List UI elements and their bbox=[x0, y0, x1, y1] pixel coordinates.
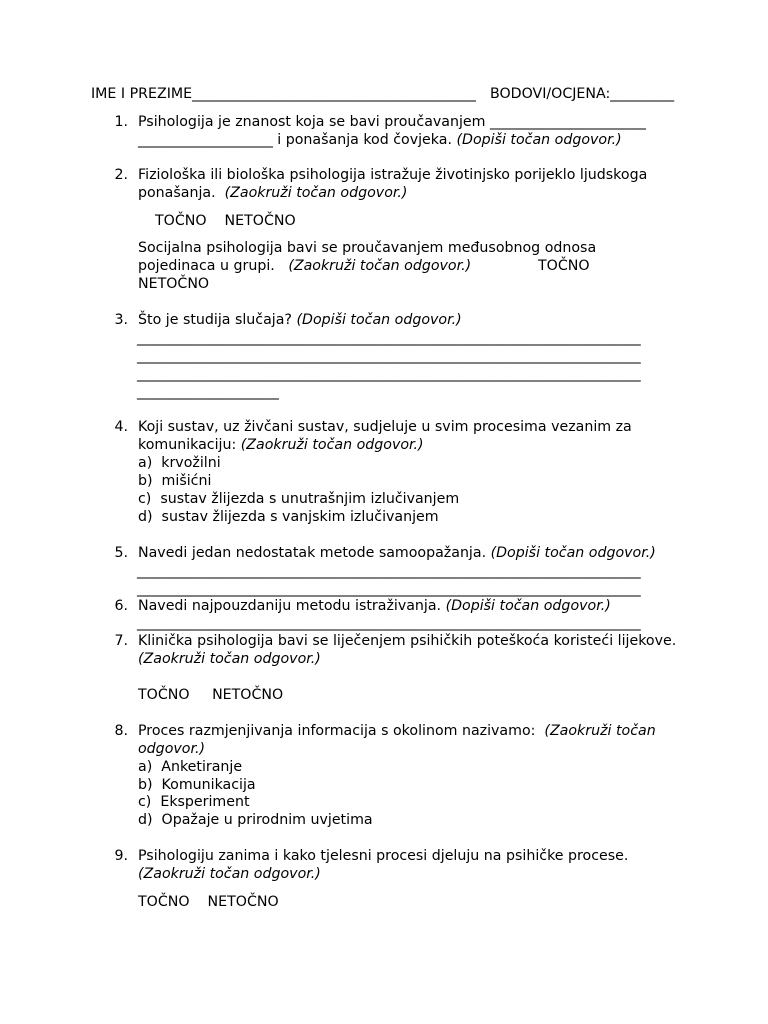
question-number: 3. bbox=[114, 312, 128, 328]
true-false-options: TOČNO NETOČNO bbox=[138, 687, 284, 703]
answer-option-d: d) sustav žlijezda s vanjskim izlučivanjem bbox=[138, 509, 439, 525]
answer-hint: (Dopiši točan odgovor.) bbox=[456, 132, 622, 148]
question-2-line1: Fiziološka ili biološka psihologija istražuje životinjsko porijeklo ljudskoga bbox=[138, 167, 648, 183]
answer-hint-continued: odgovor.) bbox=[138, 741, 206, 757]
question-number: 2. bbox=[114, 167, 128, 183]
question-number: 8. bbox=[114, 723, 128, 739]
question-5-text: Navedi jedan nedostatak metode samoopažanja. (Dopiši točan odgovor.) bbox=[138, 545, 656, 561]
answer-hint: (Zaokruži točan odgovor.) bbox=[138, 866, 321, 882]
answer-option-c: c) sustav žlijezda s unutrašnjim izlučivanjem bbox=[138, 491, 460, 507]
answer-line: _______________________________________________________________________ bbox=[137, 348, 641, 364]
question-number: 5. bbox=[114, 545, 128, 561]
question-4-line2: komunikaciju: (Zaokruži točan odgovor.) bbox=[138, 437, 424, 453]
answer-line: _______________________________________________________________________ bbox=[137, 581, 641, 597]
answer-hint: (Dopiši točan odgovor.) bbox=[296, 312, 462, 328]
answer-hint: (Zaokruži točan odgovor.) bbox=[288, 258, 472, 274]
answer-option-b: b) Komunikacija bbox=[138, 777, 256, 793]
answer-line: _______________________________________________________________________ bbox=[137, 366, 641, 382]
question-number: 1. bbox=[114, 114, 128, 130]
true-false-options: TOČNO NETOČNO bbox=[155, 213, 296, 229]
answer-hint: (Dopiši točan odgovor.) bbox=[490, 545, 656, 561]
question-7-line1: Klinička psihologija bavi se liječenjem psihičkih poteškoća koristeći lijekove. bbox=[138, 633, 677, 649]
question-3-text: Što je studija slučaja? (Dopiši točan odgovor.) bbox=[138, 312, 462, 328]
true-false-options: TOČNO NETOČNO bbox=[138, 894, 279, 910]
question-number: 7. bbox=[114, 633, 128, 649]
question-number: 9. bbox=[114, 848, 128, 864]
answer-hint: (Zaokruži točan odgovor.) bbox=[138, 651, 321, 667]
answer-option-a: a) krvožilni bbox=[138, 455, 221, 471]
question-number: 6. bbox=[114, 598, 128, 614]
answer-line: ____________________ bbox=[137, 384, 279, 400]
answer-option-d: d) Opažaje u prirodnim uvjetima bbox=[138, 812, 373, 828]
question-2b-line1: Socijalna psihologija bavi se proučavanjem međusobnog odnosa bbox=[138, 240, 597, 256]
answer-option-c: c) Eksperiment bbox=[138, 794, 250, 810]
question-6-text: Navedi najpouzdaniju metodu istraživanja. (Dopiši točan odgovor.) bbox=[138, 598, 611, 614]
answer-line: _______________________________________________________________________ bbox=[137, 330, 641, 346]
question-number: 4. bbox=[114, 419, 128, 435]
answer-line: _______________________________________________________________________ bbox=[137, 563, 641, 579]
option-true: TOČNO bbox=[538, 258, 590, 274]
question-8-line1: Proces razmjenjivanja informacija s okolinom nazivamo: (Zaokruži točan bbox=[138, 723, 656, 739]
answer-hint: (Zaokruži točan odgovor.) bbox=[224, 185, 408, 201]
answer-hint: (Zaokruži točan odgovor.) bbox=[240, 437, 424, 453]
question-2b-line2: pojedinaca u grupi. (Zaokruži točan odgovor.) bbox=[138, 258, 472, 274]
question-2-line2: ponašanja. (Zaokruži točan odgovor.) bbox=[138, 185, 408, 201]
score-field-label: BODOVI/OCJENA:_________ bbox=[490, 86, 675, 102]
answer-option-b: b) mišićni bbox=[138, 473, 212, 489]
answer-hint: (Zaokruži točan bbox=[544, 723, 656, 739]
question-4-line1: Koji sustav, uz živčani sustav, sudjeluje u svim procesima vezanim za bbox=[138, 419, 632, 435]
answer-hint: (Dopiši točan odgovor.) bbox=[445, 598, 611, 614]
question-1-line1: Psihologija je znanost koja se bavi proučavanjem ______________________ bbox=[138, 114, 647, 130]
question-1-line2: ___________________ i ponašanja kod čovjeka. (Dopiši točan odgovor.) bbox=[138, 132, 622, 148]
answer-option-a: a) Anketiranje bbox=[138, 759, 243, 775]
name-field-label: IME I PREZIME________________________________________ bbox=[91, 86, 476, 102]
option-false: NETOČNO bbox=[138, 276, 210, 292]
question-9-line1: Psihologiju zanima i kako tjelesni procesi djeluju na psihičke procese. bbox=[138, 848, 629, 864]
answer-line: _______________________________________________________________________ bbox=[137, 615, 641, 631]
